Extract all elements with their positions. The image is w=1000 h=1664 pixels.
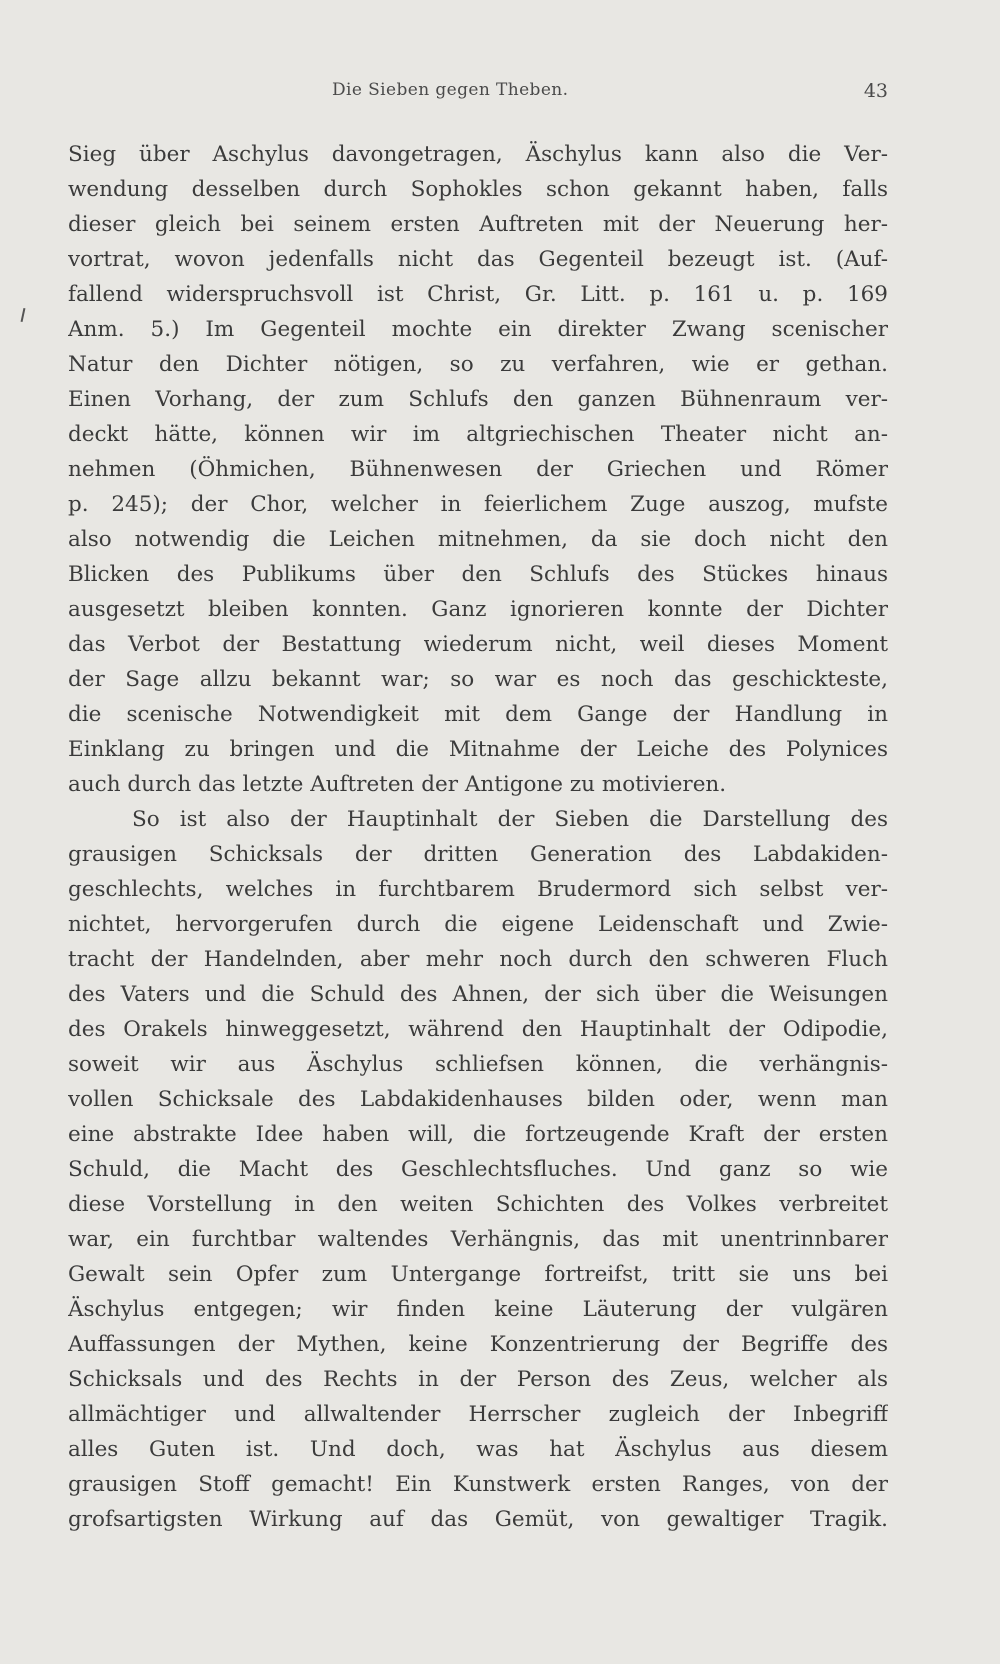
running-head [68,80,888,110]
text-line: vortrat, wovon jedenfalls nicht das Gegenteil bezeugt ist. (Auf- [68,247,888,272]
text-line: deckt hätte, können wir im altgriechischen Theater nicht an- [68,422,888,447]
text-line: des Vaters und die Schuld des Ahnen, der sich über die Weisungen [68,982,888,1007]
text-line: Einen Vorhang, der zum Schlufs den ganzen Bühnenraum ver- [68,387,888,412]
text-line: grofsartigsten Wirkung auf das Gemüt, von gewaltiger Tragik. [68,1507,888,1532]
margin-mark [21,308,26,322]
text-line: Gewalt sein Opfer zum Untergange fortreifst, tritt sie uns bei [68,1262,888,1287]
text-line: nichtet, hervorgerufen durch die eigene Leidenschaft und Zwie- [68,912,888,937]
text-line: Sieg über Aschylus davongetragen, Äschylus kann also die Ver- [68,142,888,167]
text-line: also notwendig die Leichen mitnehmen, da sie doch nicht den [68,527,888,552]
text-line: soweit wir aus Äschylus schliefsen können, die verhängnis- [68,1052,888,1077]
text-line: geschlechts, welches in furchtbarem Brudermord sich selbst ver- [68,877,888,902]
body-text [68,137,888,1537]
text-line: des Orakels hinweggesetzt, während den Hauptinhalt der Odipodie, [68,1017,888,1042]
text-line: p. 245); der Chor, welcher in feierlichem Zuge auszog, mufste [68,492,888,517]
text-line: allmächtiger und allwaltender Herrscher zugleich der Inbegriff [68,1402,888,1427]
text-line: Auffassungen der Mythen, keine Konzentrierung der Begriffe des [68,1332,888,1357]
text-line: nehmen (Öhmichen, Bühnenwesen der Griechen und Römer [68,457,888,482]
page-number: 43 [863,80,888,102]
text-line: grausigen Schicksals der dritten Generation des Labdakiden- [68,842,888,867]
text-line: das Verbot der Bestattung wiederum nicht, weil dieses Moment [68,632,888,657]
text-line: wendung desselben durch Sophokles schon gekannt haben, falls [68,177,888,202]
text-line: Natur den Dichter nötigen, so zu verfahren, wie er gethan. [68,352,888,377]
text-line: dieser gleich bei seinem ersten Auftreten mit der Neuerung her- [68,212,888,237]
text-line: ausgesetzt bleiben konnten. Ganz ignorieren konnte der Dichter [68,597,888,622]
text-line: alles Guten ist. Und doch, was hat Äschylus aus diesem [68,1437,888,1462]
running-title: Die Sieben gegen Theben. [332,80,569,100]
text-line: eine abstrakte Idee haben will, die fortzeugende Kraft der ersten [68,1122,888,1147]
text-line: diese Vorstellung in den weiten Schichten des Volkes verbreitet [68,1192,888,1217]
text-line: grausigen Stoff gemacht! Ein Kunstwerk ersten Ranges, von der [68,1472,888,1497]
text-line: tracht der Handelnden, aber mehr noch durch den schweren Fluch [68,947,888,972]
text-line: Einklang zu bringen und die Mitnahme der Leiche des Polynices [68,737,888,762]
paragraph-start-line: So ist also der Hauptinhalt der Sieben die Darstellung des [132,807,888,832]
text-line: Schicksals und des Rechts in der Person des Zeus, welcher als [68,1367,888,1392]
text-line: Schuld, die Macht des Geschlechtsfluches. Und ganz so wie [68,1157,888,1182]
text-line: auch durch das letzte Auftreten der Antigone zu motivieren. [68,772,727,797]
text-line: Äschylus entgegen; wir finden keine Läuterung der vulgären [68,1297,888,1322]
text-line: die scenische Notwendigkeit mit dem Gange der Handlung in [68,702,888,727]
text-line: Anm. 5.) Im Gegenteil mochte ein direkter Zwang scenischer [68,317,888,342]
text-line: war, ein furchtbar waltendes Verhängnis, das mit unentrinnbarer [68,1227,888,1252]
text-line: fallend widerspruchsvoll ist Christ, Gr. Litt. p. 161 u. p. 169 [68,282,888,307]
text-line: Blicken des Publikums über den Schlufs des Stückes hinaus [68,562,888,587]
text-line: der Sage allzu bekannt war; so war es noch das geschickteste, [68,667,888,692]
text-line: vollen Schicksale des Labdakidenhauses bilden oder, wenn man [68,1087,888,1112]
